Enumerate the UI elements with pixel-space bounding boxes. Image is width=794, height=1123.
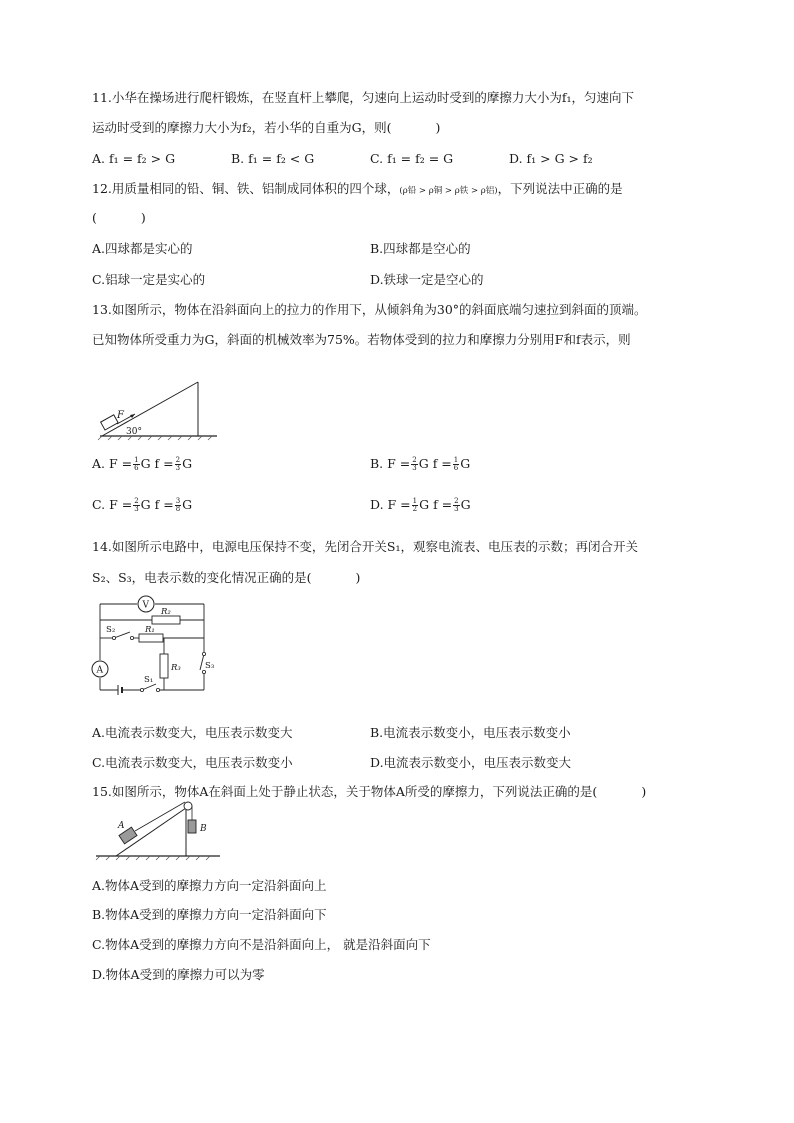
block-b-label: B [200, 824, 207, 834]
q15-option-c: C.物体A受到的摩擦力方向不是沿斜面向上， 就是沿斜面向下 [92, 937, 431, 952]
q12-option-c: C.铝球一定是实心的 [92, 272, 206, 287]
r3-label: R₃ [171, 663, 181, 673]
q12-line1 [92, 180, 623, 200]
q12-option-d: D.铁球一定是空心的 [370, 272, 484, 287]
q11-option-a: A. f₁ = f₂ > G [92, 151, 176, 166]
q12-open-paren: ( [92, 210, 97, 225]
q14-option-b: B.电流表示数变小，电压表示数变小 [370, 725, 571, 740]
q12-option-a: A.四球都是实心的 [92, 241, 193, 256]
q13-option-b: B. F = $\frac{2}{3}$ G f = $\frac{1}{6}$ G [370, 456, 471, 472]
circuit-figure [92, 594, 222, 706]
q11-line1: 11.小华在操场进行爬杆锻炼，在竖直杆上攀爬，匀速向上运动时受到的摩擦力大小为f₁，匀速向下 [92, 90, 635, 105]
s2-label: S₂ [106, 625, 116, 635]
q13-line2: 已知物体所受重力为G，斜面的机械效率为75%。若物体受到的拉力和摩擦力分别用F和f表示，则 [92, 332, 631, 347]
q14-line2 [92, 569, 360, 587]
incline-figure [92, 378, 222, 442]
r2-label: R₂ [161, 607, 171, 617]
force-label: F [117, 410, 124, 421]
q12-line1-tail: ，下列说法中正确的是 [497, 181, 623, 196]
q14-option-d: D.电流表示数变小，电压表示数变大 [370, 755, 572, 770]
q14-line1: 14.如图所示电路中，电源电压保持不变，先闭合开关S₁，观察电流表、电压表的示数；再闭合开关 [92, 539, 638, 554]
r1-label: R₁ [145, 625, 155, 635]
q13-line1: 13.如图所示，物体在沿斜面向上的拉力的作用下，从倾斜角为30°的斜面底端匀速拉到斜面的顶端。 [92, 302, 647, 317]
angle-label: 30° [126, 427, 142, 437]
q13-option-d: D. F = $\frac{1}{2}$ G f = $\frac{2}{3}$ G [370, 497, 471, 513]
block-on-incline [101, 415, 118, 430]
q12-close-paren: ) [140, 210, 146, 225]
q13-option-a: A. F = $\frac{1}{6}$ G f = $\frac{2}{3}$ G [92, 456, 193, 472]
svg-text:V: V [142, 600, 149, 611]
pulley-icon [184, 802, 192, 810]
q14-option-a: A.电流表示数变大，电压表示数变大 [92, 725, 293, 740]
q15-line1-text: 15.如图所示，物体A在斜面上处于静止状态，关于物体A所受的摩擦力，下列说法正确的是( [92, 784, 598, 799]
q11-close-paren: ) [435, 120, 441, 135]
q12-density-order: (ρ铅 > ρ铜 > ρ铁 > ρ铝) [399, 186, 498, 196]
q14-close-paren: ) [355, 570, 361, 585]
q15-option-a: A.物体A受到的摩擦力方向一定沿斜面向上 [92, 878, 327, 893]
q12-answer-parens [92, 209, 146, 227]
q11-option-d: D. f₁ > G > f₂ [509, 151, 593, 166]
q15-option-d: D.物体A受到的摩擦力可以为零 [92, 967, 265, 982]
s3-label: S₃ [205, 661, 215, 671]
q12-option-b: B.四球都是空心的 [370, 241, 471, 256]
q11-option-b: B. f₁ = f₂ < G [231, 151, 315, 166]
q15-close-paren: ) [641, 784, 647, 799]
q12-line1-text: 12.用质量相同的铅、铜、铁、铝制成同体积的四个球， [92, 181, 400, 196]
q11-option-c: C. f₁ = f₂ = G [370, 151, 454, 166]
q15-option-b: B.物体A受到的摩擦力方向一定沿斜面向下 [92, 907, 327, 922]
q14-line2-text: S₂、S₃，电表示数的变化情况正确的是( [92, 570, 312, 585]
pulley-incline-figure [94, 798, 224, 862]
q11-line2 [92, 119, 440, 137]
q13-option-c: C. F = $\frac{2}{3}$ G f = $\frac{3}{8}$ G [92, 497, 193, 513]
q14-option-c: C.电流表示数变大，电压表示数变小 [92, 755, 293, 770]
block-a-label: A [118, 821, 125, 831]
s1-label: S₁ [144, 675, 154, 685]
q11-line2-text: 运动时受到的摩擦力大小为f₂，若小华的自重为G，则( [92, 120, 392, 135]
svg-text:A: A [96, 665, 103, 676]
block-b [188, 820, 196, 833]
